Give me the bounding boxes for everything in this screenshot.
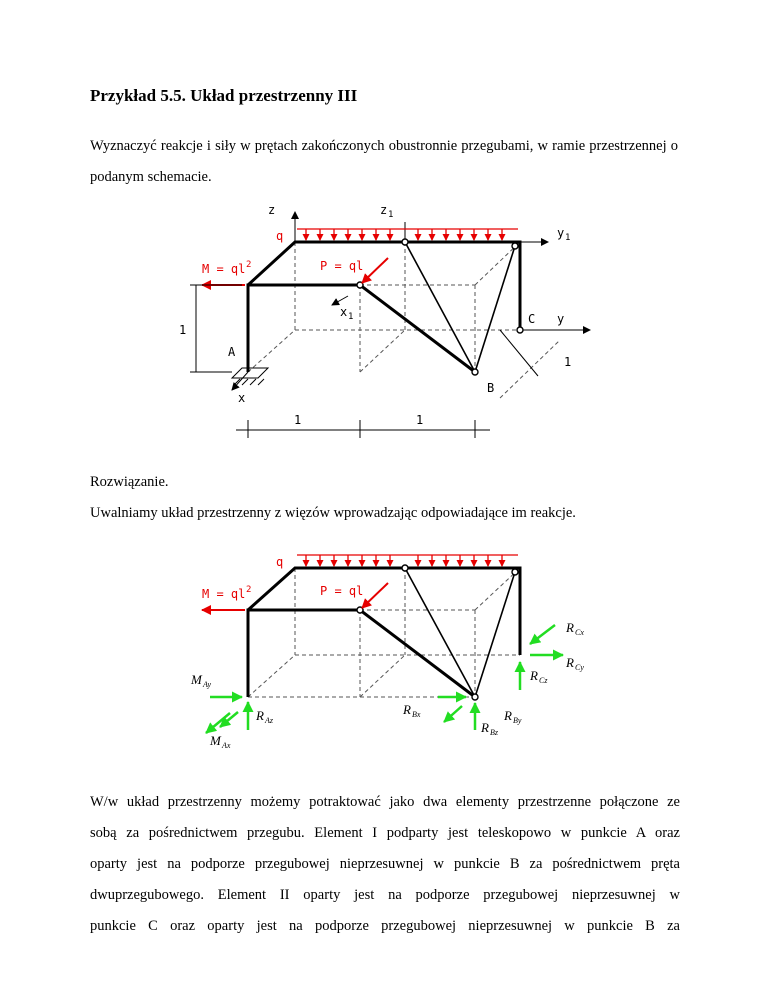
label-force: P = ql bbox=[320, 259, 364, 273]
solution-heading: Rozwiązanie. bbox=[90, 474, 169, 490]
force-p-arrow bbox=[362, 258, 388, 283]
dim-depth: 1 bbox=[564, 355, 572, 369]
label-max: M bbox=[210, 733, 221, 748]
label-rby: R bbox=[504, 708, 512, 723]
label-y1: y bbox=[557, 226, 565, 240]
final-paragraph bbox=[90, 787, 680, 942]
figure-frame-scheme bbox=[170, 198, 610, 438]
solution-text: Uwalniamy układ przestrzenny z więzów wprowadzając odpowiadające im reakcje. bbox=[90, 505, 576, 521]
svg-text:1: 1 bbox=[388, 210, 394, 220]
label-rbx: R bbox=[403, 702, 411, 717]
label-b: B bbox=[487, 381, 495, 395]
label-x1: x bbox=[340, 305, 348, 319]
label-a: A bbox=[228, 345, 236, 359]
label-rcx: R bbox=[566, 620, 574, 635]
svg-text:Bx: Bx bbox=[412, 710, 421, 719]
text-line: punkcie C oraz oparty jest na podporze przegubowej nieprzesuwnej w punkcie B za bbox=[90, 918, 680, 934]
svg-text:1: 1 bbox=[565, 233, 571, 243]
intro-paragraph: Wyznaczyć reakcje i siły w prętach zakończonych obustronnie przegubami, w ramie przestrzennej o podanym schemacie. bbox=[90, 138, 678, 185]
distributed-load-q bbox=[297, 229, 518, 240]
svg-text:Cy: Cy bbox=[575, 663, 584, 672]
svg-text:Ax: Ax bbox=[222, 741, 231, 750]
text-line: dwuprzegubowego. Element II oparty jest na podporze przegubowej nieprzesuwnej w bbox=[90, 887, 680, 903]
page-title: Przykład 5.5. Układ przestrzenny III bbox=[90, 86, 358, 105]
label-may: M bbox=[191, 672, 202, 687]
label-rcy: R bbox=[566, 655, 574, 670]
label-moment: M = ql bbox=[202, 262, 246, 276]
label-raz: R bbox=[256, 708, 264, 723]
svg-text:Bz: Bz bbox=[490, 728, 498, 737]
svg-text:2: 2 bbox=[246, 260, 252, 270]
label-force: P = ql bbox=[320, 584, 364, 598]
svg-text:Cz: Cz bbox=[539, 676, 548, 685]
label-q: q bbox=[276, 555, 284, 569]
label-z1: z bbox=[380, 203, 388, 217]
svg-text:Ay: Ay bbox=[203, 680, 211, 689]
dim-left: 1 bbox=[294, 413, 302, 427]
dim-height: 1 bbox=[179, 323, 187, 337]
force-p-arrow bbox=[362, 583, 388, 608]
label-q: q bbox=[276, 229, 284, 243]
svg-text:1: 1 bbox=[348, 312, 354, 322]
text-line: sobą za pośrednictwem przegubu. Element I podparty jest teleskopowo w punkcie A oraz bbox=[90, 825, 680, 841]
svg-text:By: By bbox=[513, 716, 522, 725]
distributed-load-q bbox=[297, 555, 518, 566]
label-y: y bbox=[557, 312, 565, 326]
label-z: z bbox=[268, 203, 276, 217]
text-line: W/w układ przestrzenny możemy potraktować jako dwa elementy przestrzenne połączone ze bbox=[90, 794, 680, 810]
label-rcz: R bbox=[530, 668, 538, 683]
figure-reactions bbox=[175, 538, 615, 758]
label-rbz: R bbox=[481, 720, 489, 735]
dimension-lines bbox=[190, 285, 538, 438]
dashed-box bbox=[248, 242, 575, 398]
svg-text:2: 2 bbox=[246, 585, 252, 595]
svg-text:Az: Az bbox=[265, 716, 273, 725]
hinges bbox=[357, 565, 518, 700]
text-line: oparty jest na podporze przegubowej nieprzesuwnej w punkcie B za pośrednictwem pręta bbox=[90, 856, 680, 872]
label-x: x bbox=[238, 391, 246, 405]
label-moment: M = ql bbox=[202, 587, 246, 601]
svg-text:Cx: Cx bbox=[575, 628, 584, 637]
dim-right: 1 bbox=[416, 413, 424, 427]
label-c: C bbox=[528, 312, 536, 326]
